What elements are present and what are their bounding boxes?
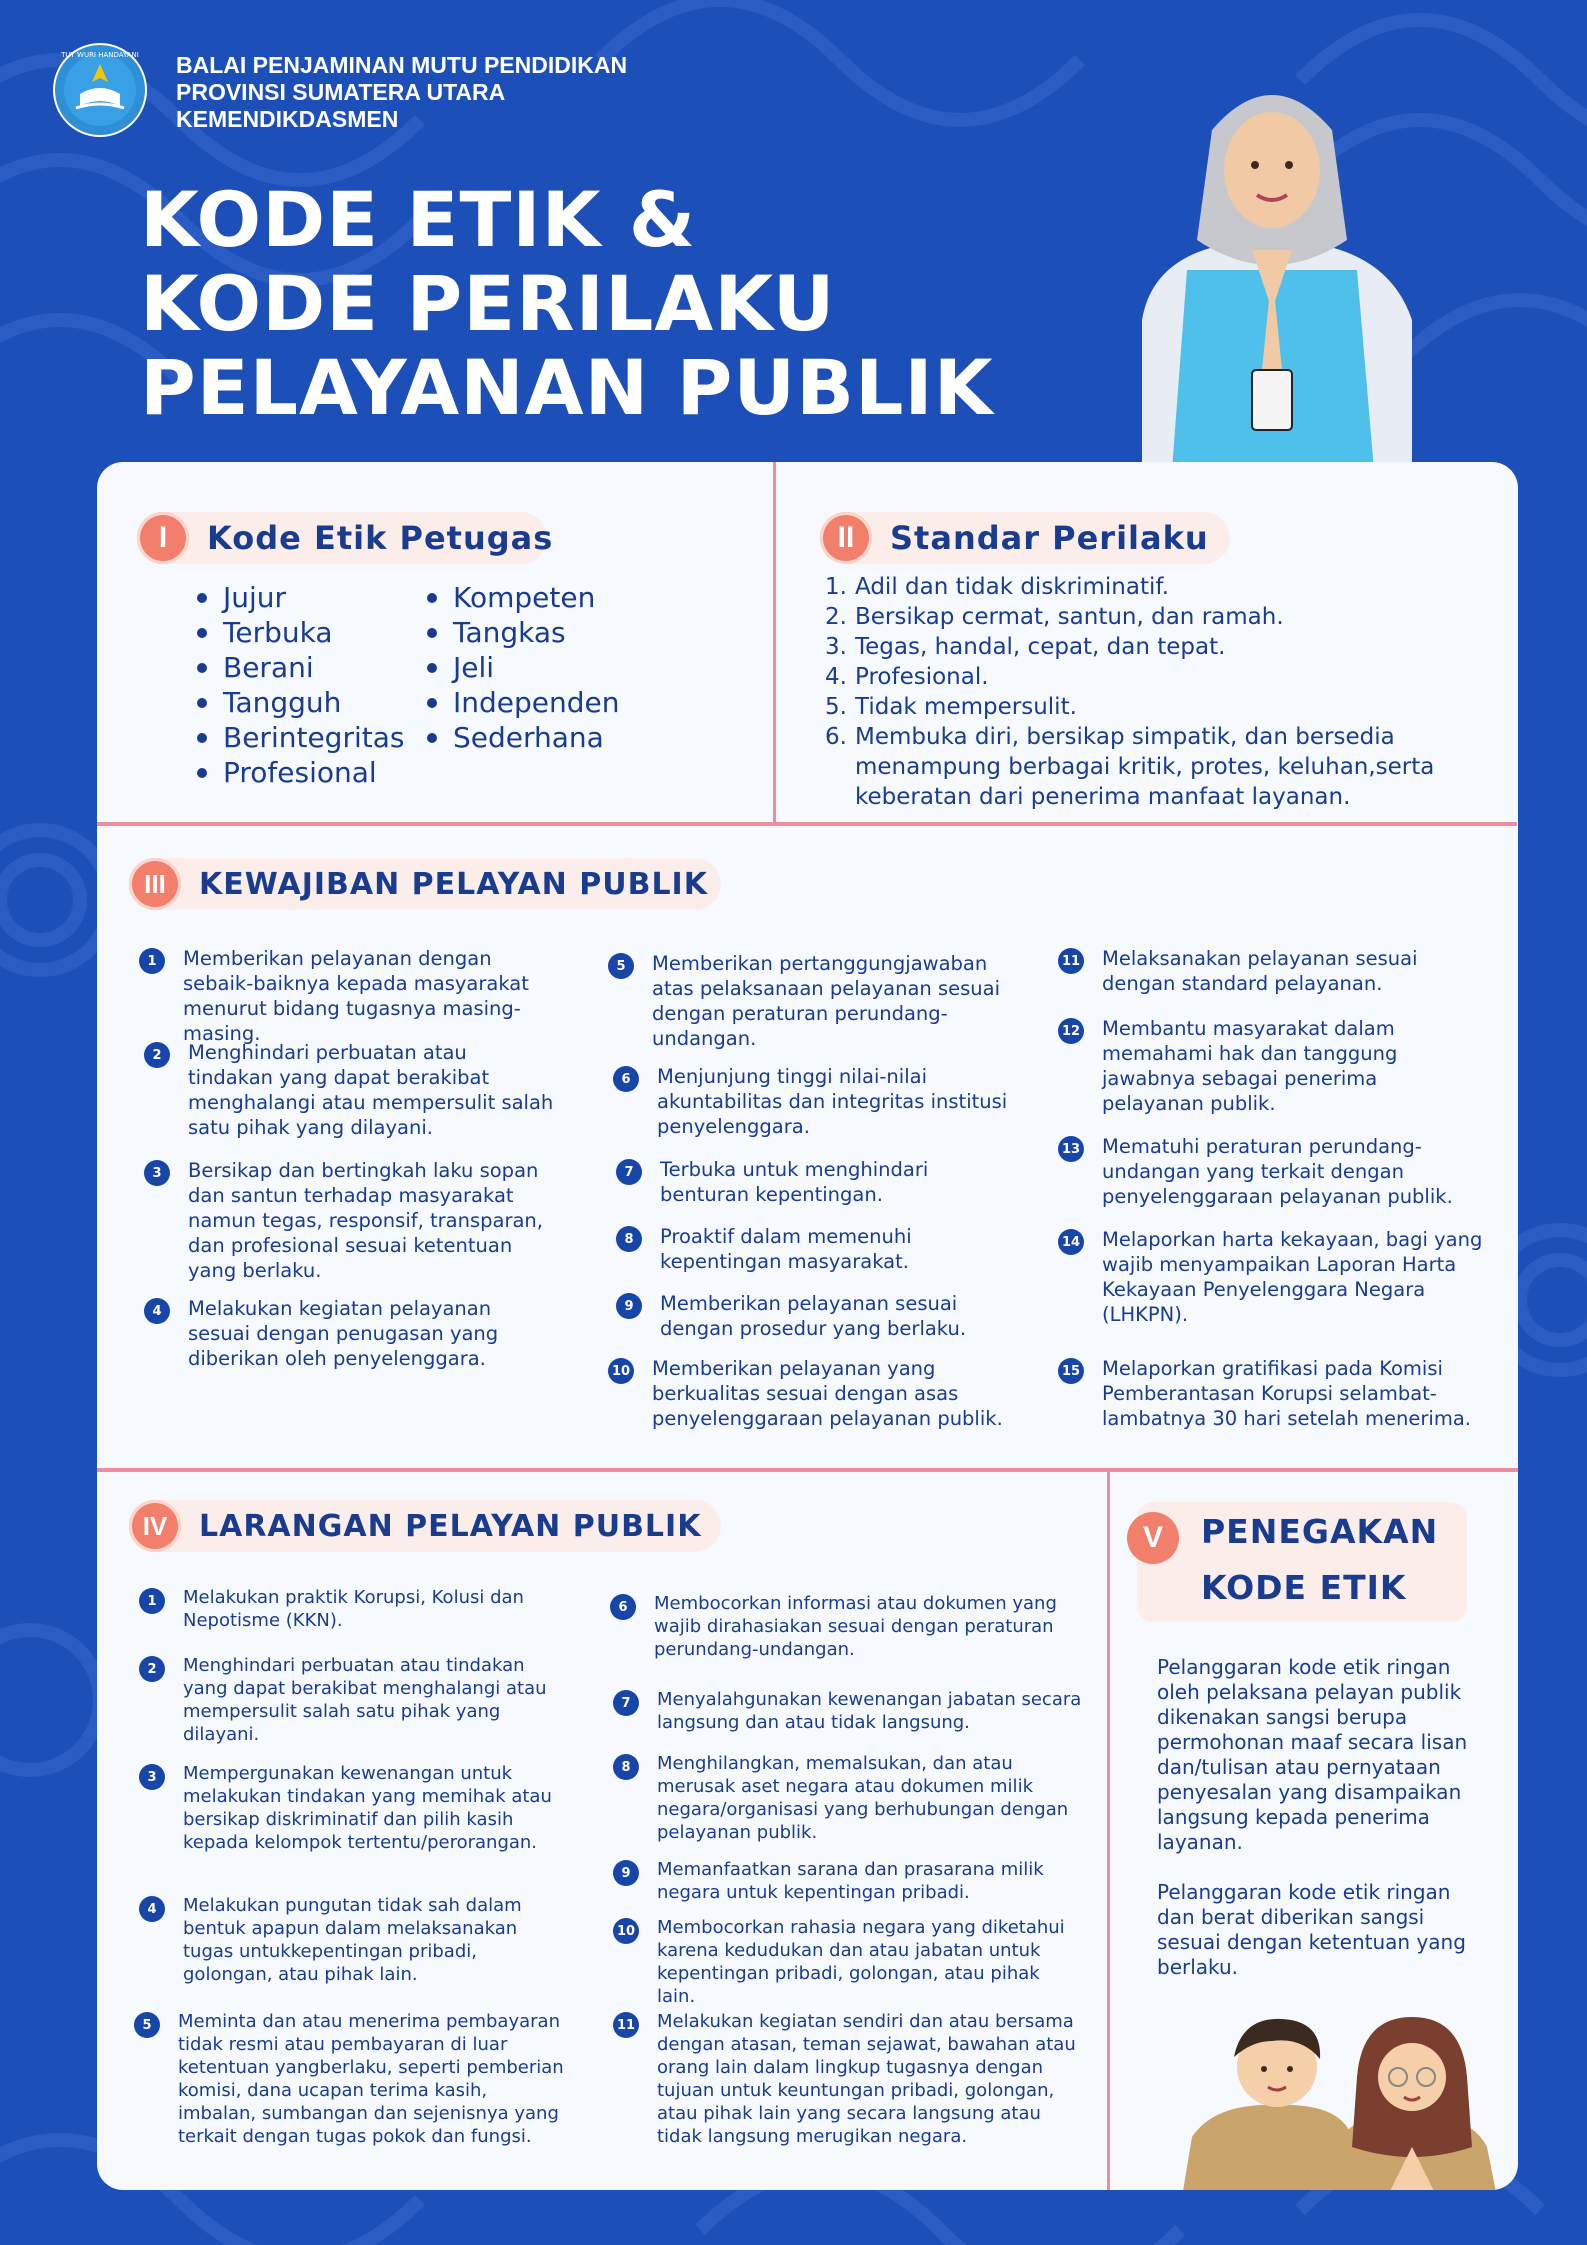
section-5-header (1137, 1502, 1467, 1622)
list-item: 6. Membuka diri, bersikap simpatik, dan bersedia menampung berbagai kritik, protes, keluhan,serta keberatan dari penerima manfaat layanan. (825, 724, 1435, 810)
section-1-title: Kode Etik Petugas (207, 519, 554, 557)
prohibition-item-8: 8 Menghilangkan, memalsukan, dan atau merusak aset negara atau dokumen milik negara/organisasi yang berhubungan dengan pelayanan publik. (613, 1752, 1083, 1844)
list-item: Tangkas (427, 615, 620, 650)
prohibition-item-2: 2 Menghindari perbuatan atau tindakan yang dapat berakibat menghalangi atau mempersulit salah satu pihak yang dilayani. (139, 1654, 569, 1746)
prohibition-item-5: 5 Meminta dan atau menerima pembayaran tidak resmi atau pembayaran di luar ketentuan yangberlaku, seperti pemberian komisi, dana ucapan terima kasih, imbalan, sumbangan dan sejenisnya yang terkait dengan tugas pokok dan fungsi. (134, 2010, 569, 2148)
list-item: 4. Profesional. (825, 664, 989, 690)
list-item: Jujur (197, 580, 404, 615)
section-2-list (825, 572, 1505, 812)
list-item: 2. Bersikap cermat, santun, dan ramah. (825, 604, 1284, 630)
prohibition-item-3: 3 Mempergunakan kewenangan untuk melakukan tindakan yang memihak atau bersikap diskriminatif dan pilih kasih kepada kelompok tertentu/perorangan. (139, 1762, 569, 1854)
section-3-number: III (129, 858, 181, 910)
list-item: Terbuka (197, 615, 404, 650)
obligation-item-10: 10 Memberikan pelayanan yang berkualitas sesuai dengan asas penyelenggaraan pelayanan publik. (608, 1356, 1018, 1431)
obligation-item-6: 6 Menjunjung tinggi nilai-nilai akuntabilitas dan integritas institusi penyelenggara. (613, 1064, 1018, 1139)
section-3-header (129, 858, 721, 910)
obligation-item-15: 15 Melaporkan gratifikasi pada Komisi Pemberantasan Korupsi selambat-lambatnya 30 hari setelah menerima. (1058, 1356, 1488, 1431)
list-item: Tangguh (197, 685, 404, 720)
section-5-body (1157, 1655, 1487, 2005)
section-4-title: LARANGAN PELAYAN PUBLIK (199, 1508, 702, 1544)
prohibition-item-10: 10 Membocorkan rahasia negara yang diketahui karena kedudukan dan atau jabatan untuk kepentingan pribadi, golongan, atau pihak lain. (613, 1916, 1083, 2008)
section-1-list-col1 (197, 580, 404, 790)
divider-horizontal-1 (97, 822, 1517, 826)
obligation-item-5: 5 Memberikan pertanggungjawaban atas pelaksanaan pelayanan sesuai dengan peraturan perundang-undangan. (608, 951, 1013, 1051)
page-title (140, 175, 994, 432)
section-2-number: II (820, 512, 872, 564)
section-4-header (129, 1500, 721, 1552)
obligation-item-14: 14 Melaporkan harta kekayaan, bagi yang wajib menyampaikan Laporan Harta Kekayaan Penyelenggara Negara (LHKPN). (1058, 1227, 1488, 1327)
obligation-item-2: 2 Menghindari perbuatan atau tindakan yang dapat berakibat menghalangi atau mempersulit salah satu pihak yang dilayani. (144, 1040, 554, 1140)
list-item: 5. Tidak mempersulit. (825, 694, 1077, 720)
prohibition-item-1: 1 Melakukan praktik Korupsi, Kolusi dan Nepotisme (KKN). (139, 1586, 559, 1632)
org-line-3: KEMENDIKDASMEN (176, 106, 399, 132)
org-line-2: PROVINSI SUMATERA UTARA (176, 79, 506, 105)
organization-name (176, 52, 627, 133)
prohibition-item-11: 11 Melakukan kegiatan sendiri dan atau bersama dengan atasan, teman sejawat, bawahan atau orang lain dalam lingkup tugasnya dengan tujuan untuk keuntungan pribadi, golongan, atau pihak lain yang secara langsung atau tidak langsung merugikan negara. (613, 2010, 1083, 2148)
logo-text: TUT WURI HANDAYANI (61, 51, 139, 59)
tut-wuri-handayani-logo (52, 42, 148, 138)
title-line-1: KODE ETIK & (140, 175, 697, 264)
list-item: Berintegritas (197, 720, 404, 755)
obligation-item-3: 3 Bersikap dan bertingkah laku sopan dan santun terhadap masyarakat namun tegas, responsif, transparan, dan profesional sesuai ketentuan yang berlaku. (144, 1158, 554, 1283)
section-5-title-line-2: KODE ETIK (1201, 1568, 1407, 1607)
section-5-paragraph-1: Pelanggaran kode etik ringan oleh pelaksana pelayan publik dikenakan sangsi berupa permohonan maaf secara lisan dan/tulisan atau pernyataan penyesalan yang disampaikan langsung kepada penerima layanan. (1157, 1655, 1468, 1854)
list-item: Profesional (197, 755, 404, 790)
section-1-number: I (137, 512, 189, 564)
list-item: Independen (427, 685, 620, 720)
section-5-title-line-1: PENEGAKAN (1201, 1512, 1439, 1551)
hero-person-illustration (1112, 70, 1432, 470)
obligation-item-7: 7 Terbuka untuk menghindari benturan kepentingan. (616, 1157, 1021, 1207)
list-item: Kompeten (427, 580, 620, 615)
obligation-item-1: 1 Memberikan pelayanan dengan sebaik-baiknya kepada masyarakat menurut bidang tugasnya masing-masing. (139, 946, 549, 1046)
section-5-paragraph-2: Pelanggaran kode etik ringan dan berat diberikan sangsi sesuai dengan ketentuan yang berlaku. (1157, 1880, 1466, 1979)
divider-vertical-top (773, 462, 776, 824)
list-item: 3. Tegas, handal, cepat, dan tepat. (825, 634, 1226, 660)
obligation-item-4: 4 Melakukan kegiatan pelayanan sesuai dengan penugasan yang diberikan oleh penyelenggara. (144, 1296, 554, 1371)
prohibition-item-9: 9 Memanfaatkan sarana dan prasarana milik negara untuk kepentingan pribadi. (613, 1858, 1083, 1904)
section-2-header (820, 512, 1230, 564)
content-panel (97, 462, 1518, 2190)
obligation-item-11: 11 Melaksanakan pelayanan sesuai dengan standard pelayanan. (1058, 946, 1478, 996)
section-4-number: IV (129, 1500, 181, 1552)
prohibition-item-7: 7 Menyalahgunakan kewenangan jabatan secara langsung dan atau tidak langsung. (613, 1688, 1083, 1734)
section-1-list-col2 (427, 580, 620, 755)
section-1-header (137, 512, 554, 564)
title-line-3: PELAYANAN PUBLIK (140, 343, 994, 432)
section-5-number: V (1127, 1512, 1179, 1564)
obligation-item-12: 12 Membantu masyarakat dalam memahami hak dan tanggung jawabnya sebagai penerima pelayanan publik. (1058, 1016, 1478, 1116)
obligation-item-13: 13 Mematuhi peraturan perundang-undangan yang terkait dengan penyelenggaraan pelayanan publik. (1058, 1134, 1488, 1209)
list-item: Sederhana (427, 720, 620, 755)
section-3-title: KEWAJIBAN PELAYAN PUBLIK (199, 866, 708, 902)
prohibition-item-4: 4 Melakukan pungutan tidak sah dalam bentuk apapun dalam melaksanakan tugas untukkepentingan pribadi, golongan, atau pihak lain. (139, 1894, 569, 1986)
org-line-1: BALAI PENJAMINAN MUTU PENDIDIKAN (176, 52, 628, 78)
section-2-title: Standar Perilaku (890, 519, 1209, 557)
greeting-people-illustration (1172, 1997, 1502, 2190)
divider-vertical-bottom (1107, 1470, 1110, 2190)
prohibition-item-6: 6 Membocorkan informasi atau dokumen yang wajib dirahasiakan sesuai dengan peraturan perundang-undangan. (610, 1592, 1080, 1661)
obligation-item-8: 8 Proaktif dalam memenuhi kepentingan masyarakat. (616, 1224, 1021, 1274)
divider-horizontal-2 (97, 1468, 1518, 1472)
list-item: 1. Adil dan tidak diskriminatif. (825, 574, 1170, 600)
list-item: Berani (197, 650, 404, 685)
list-item: Jeli (427, 650, 620, 685)
title-line-2: KODE PERILAKU (140, 259, 836, 348)
obligation-item-9: 9 Memberikan pelayanan sesuai dengan prosedur yang berlaku. (616, 1291, 1021, 1341)
